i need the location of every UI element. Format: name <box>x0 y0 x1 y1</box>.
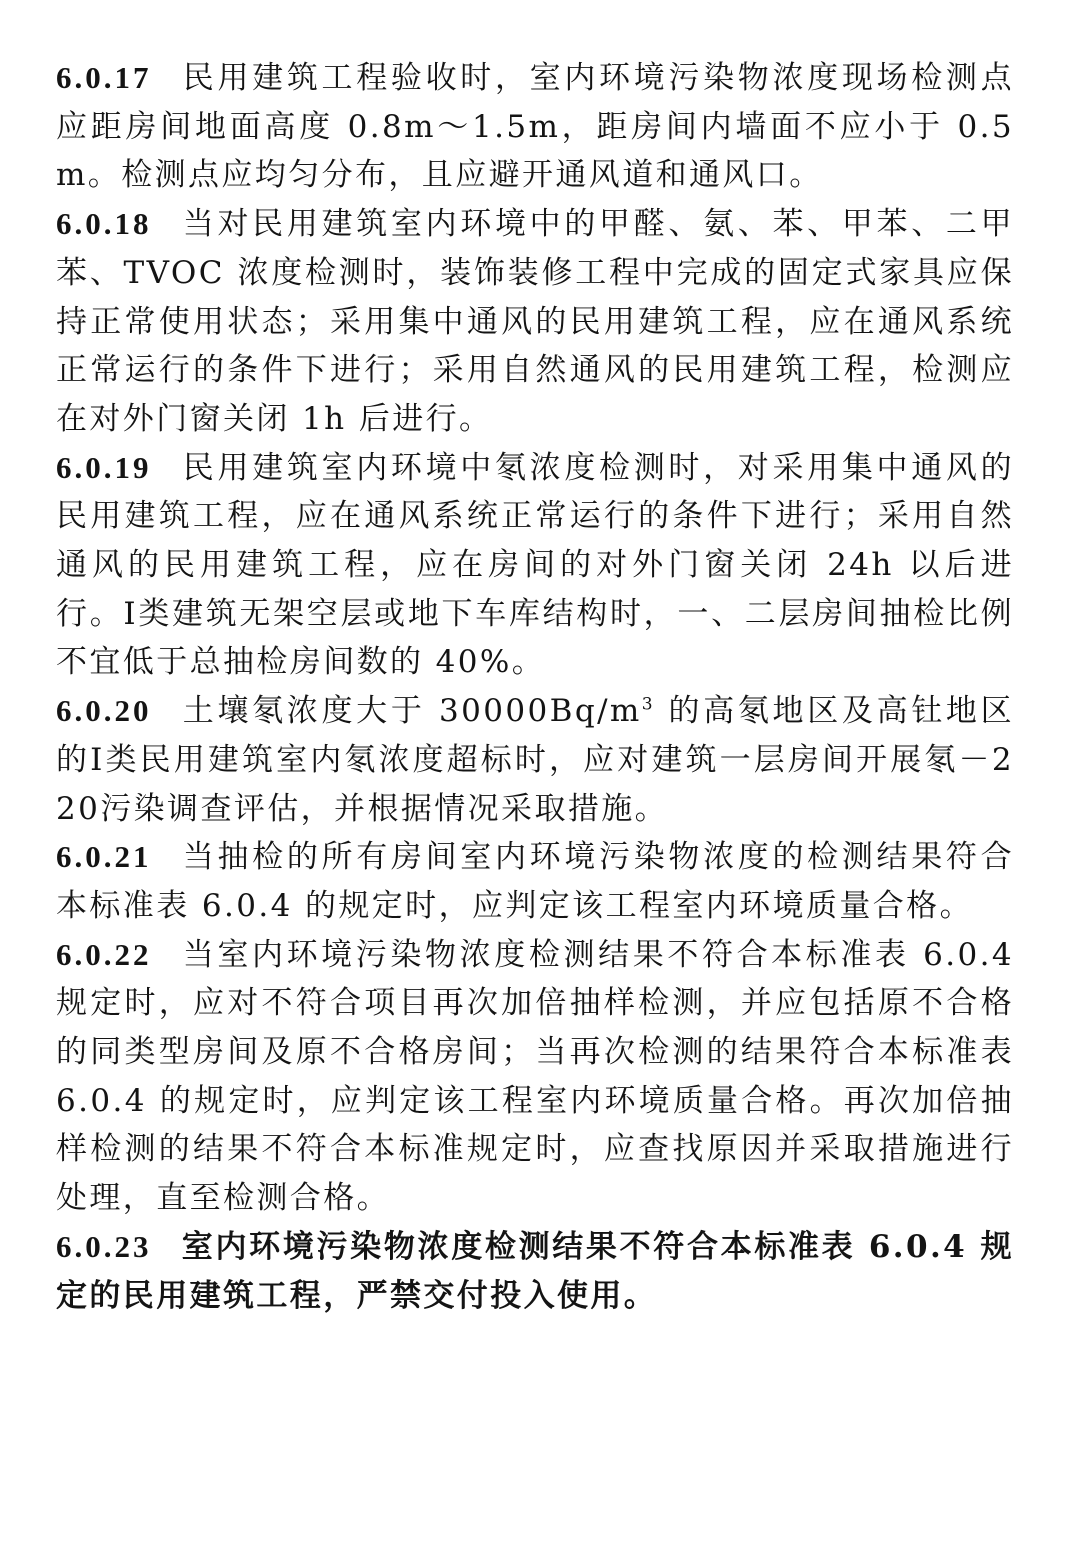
clause-text: 当室内环境污染物浓度检测结果不符合本标准表 6.0.4 规定时，应对不符合项目再次加倍抽样检测，并应包括原不合格的同类型房间及原不合格房间；当再次检测的结果符合本标准表 6.0.4 的规定时，应判定该工程室内环境质量合格。再次加倍抽样检测的结果不符合本标准规定时，应查找原因并采取措施进行处理，直至检测合格。 <box>56 936 1014 1217</box>
clause-number: 6.0.18 <box>56 206 152 242</box>
unit-superscript: 3 <box>641 694 655 715</box>
clause-6-0-23 <box>56 1223 1014 1320</box>
clause-text: 民用建筑室内环境中氡浓度检测时，对采用集中通风的民用建筑工程，应在通风系统正常运行的条件下进行；采用自然通风的民用建筑工程，应在房间的对外门窗关闭 24h 以后进行。Ⅰ类建筑无架空层或地下车库结构时，一、二层房间抽检比例不宜低于总抽检房间数的 40%。 <box>56 449 1014 681</box>
clause-6-0-20 <box>56 687 1014 833</box>
clause-number: 6.0.19 <box>56 449 152 485</box>
clause-6-0-18 <box>56 200 1014 444</box>
clause-text: 民用建筑工程验收时，室内环境污染物浓度现场检测点应距房间地面高度 0.8m～1.5m，距房间内墙面不应小于 0.5m。检测点应均匀分布，且应避开通风道和通风口。 <box>56 60 1014 194</box>
clause-text-part: 的高氡地区及高钍地区的Ⅰ类民用建筑室内氡浓度超标时，应对建筑一层房间开展氡－220污染调查评估，并根据情况采取措施。 <box>56 693 1015 827</box>
clause-number: 6.0.17 <box>56 60 152 95</box>
clause-6-0-17 <box>56 54 1014 200</box>
clause-number: 6.0.22 <box>56 936 152 972</box>
clause-6-0-19 <box>56 444 1014 688</box>
clause-number: 6.0.23 <box>56 1228 152 1264</box>
clause-number: 6.0.21 <box>56 839 152 875</box>
clause-6-0-21 <box>56 833 1014 930</box>
clause-text: 当抽检的所有房间室内环境污染物浓度的检测结果符合本标准表 6.0.4 的规定时，应判定该工程室内环境质量合格。 <box>56 839 1014 924</box>
clause-text: 当对民用建筑室内环境中的甲醛、氨、苯、甲苯、二甲苯、TVOC 浓度检测时，装饰装修工程中完成的固定式家具应保持正常使用状态；采用集中通风的民用建筑工程，应在通风系统正常运行的条件下进行；采用自然通风的民用建筑工程，检测应在对外门窗关闭 1h 后进行。 <box>56 206 1014 437</box>
clause-text <box>56 693 1014 826</box>
clause-6-0-22 <box>56 931 1014 1223</box>
clause-text: 室内环境污染物浓度检测结果不符合本标准表 6.0.4 规定的民用建筑工程，严禁交付投入使用。 <box>56 1228 1014 1314</box>
clause-text-part: 土壤氡浓度大于 30000Bq/m <box>181 693 642 730</box>
clause-number: 6.0.20 <box>56 693 152 729</box>
